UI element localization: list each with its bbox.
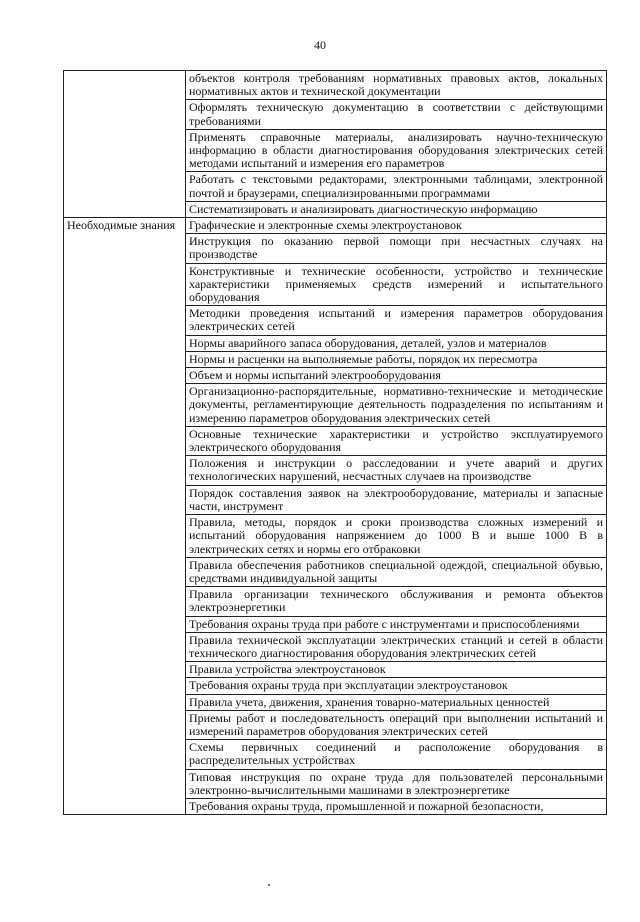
knowledge-item: Правила, методы, порядок и сроки производства сложных измерений и испытаний оборудования напряжением до 1000 В и выше 1000 В в электрических сетях и нормы его отбраковки bbox=[186, 515, 607, 558]
knowledge-item: Правила обеспечения работников специальной одеждой, специальной обувью, средствами индивидуальной защиты bbox=[186, 557, 607, 586]
knowledge-item: Положения и инструкции о расследовании и учете аварий и других технологических нарушений, несчастных случаев на производстве bbox=[186, 456, 607, 485]
page-number: 40 bbox=[314, 38, 326, 52]
knowledge-item: Инструкция по оказанию первой помощи при несчастных случаях на производстве bbox=[186, 234, 607, 263]
knowledge-item: Правила учета, движения, хранения товарно-материальных ценностей bbox=[186, 694, 607, 710]
knowledge-item: Требования охраны труда, промышленной и пожарной безопасности, bbox=[186, 798, 607, 814]
skill-item: Оформлять техническую документацию в соответствии с действующими требованиями bbox=[186, 100, 607, 129]
skill-item: Применять справочные материалы, анализировать научно-техническую информацию в области диагностирования оборудования электрических сетей методами испытаний и измерения его параметров bbox=[186, 129, 607, 172]
knowledge-item: Порядок составления заявок на электрооборудование, материалы и запасные части, инструмент bbox=[186, 485, 607, 514]
skill-item: объектов контроля требованиям нормативных правовых актов, локальных нормативных актов и технической документации bbox=[186, 71, 607, 100]
knowledge-item: Типовая инструкция по охране труда для пользователей персональными электронно-вычислительными машинами в электроэнергетике bbox=[186, 769, 607, 798]
knowledge-item: Основные технические характеристики и устройство эксплуатируемого электрического оборудования bbox=[186, 426, 607, 455]
knowledge-item: Приемы работ и последовательность операций при выполнении испытаний и измерений параметров оборудования электрических сетей bbox=[186, 710, 607, 739]
table-row bbox=[64, 71, 607, 100]
knowledge-item: Схемы первичных соединений и расположение оборудования в распределительных устройствах bbox=[186, 740, 607, 769]
scan-speck bbox=[268, 884, 270, 886]
knowledge-item: Графические и электронные схемы электроустановок bbox=[186, 218, 607, 234]
skill-item: Систематизировать и анализировать диагностическую информацию bbox=[186, 201, 607, 217]
knowledge-item: Конструктивные и технические особенности, устройство и технические характеристики применяемых средств измерений и испытательного оборудования bbox=[186, 263, 607, 306]
knowledge-item: Требования охраны труда при работе с инструментами и приспособлениями bbox=[186, 616, 607, 632]
knowledge-item: Методики проведения испытаний и измерения параметров оборудования электрических сетей bbox=[186, 306, 607, 335]
competency-table bbox=[63, 70, 607, 815]
knowledge-item: Правила устройства электроустановок bbox=[186, 662, 607, 678]
table-row bbox=[64, 218, 607, 234]
knowledge-item: Требования охраны труда при эксплуатации электроустановок bbox=[186, 678, 607, 694]
section-label-knowledge: Необходимые знания bbox=[64, 218, 186, 815]
knowledge-item: Объем и нормы испытаний электрооборудования bbox=[186, 368, 607, 384]
knowledge-item: Правила технической эксплуатации электрических станций и сетей в области технического диагностирования оборудования электрических сетей bbox=[186, 632, 607, 661]
knowledge-item: Нормы аварийного запаса оборудования, деталей, узлов и материалов bbox=[186, 335, 607, 351]
skill-item: Работать с текстовыми редакторами, электронными таблицами, электронной почтой и браузерами, специализированными программами bbox=[186, 172, 607, 201]
knowledge-item: Нормы и расценки на выполняемые работы, порядок их пересмотра bbox=[186, 351, 607, 367]
section-label-empty bbox=[64, 71, 186, 218]
knowledge-item: Правила организации технического обслуживания и ремонта объектов электроэнергетики bbox=[186, 587, 607, 616]
knowledge-item: Организационно-распорядительные, нормативно-технические и методические документы, регламентирующие деятельность подразделения по испытаниям и измерению параметров оборудования электрических сетей bbox=[186, 384, 607, 427]
